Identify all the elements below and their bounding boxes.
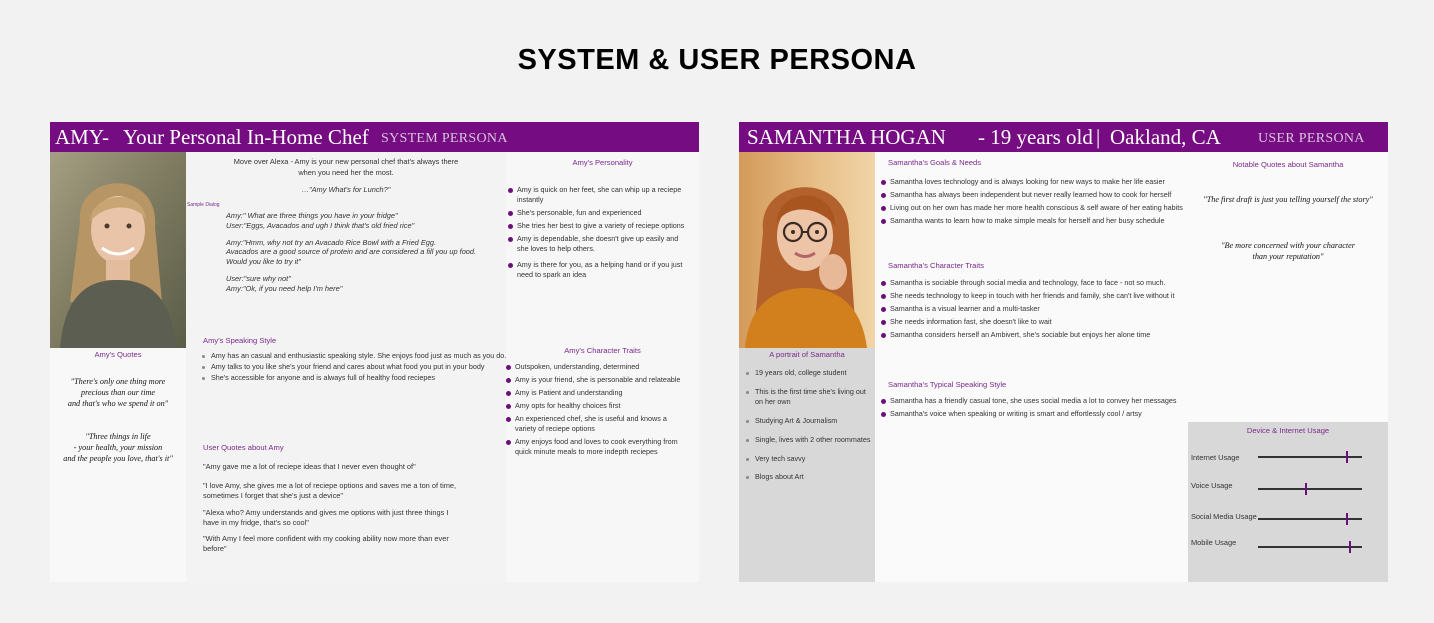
usage-meters bbox=[1188, 422, 1388, 582]
list-item: Amy has an casual and enthusiastic speaking style. She enjoys food just as much as you do. bbox=[202, 351, 512, 361]
samantha-banner-age: - 19 years old bbox=[978, 125, 1093, 149]
usage-label: Social Media Usage bbox=[1191, 512, 1257, 521]
usage-level-marker bbox=[1349, 541, 1351, 553]
amy-quote-2-line: "Three things in life bbox=[85, 432, 151, 441]
samantha-speaking-heading: Samantha's Typical Speaking Style bbox=[888, 380, 1007, 389]
list-item: Samantha is a visual learner and a multi-tasker bbox=[881, 304, 1191, 314]
dialog-line: Amy:"Hmm, why not try an Avacado Rice Bowl with a Fried Egg. bbox=[226, 237, 437, 247]
user-quote: "I love Amy, she gives me a lot of reciepe options and saves me a ton of time, sometimes I forget that she's just a device" bbox=[203, 480, 457, 500]
dialog-line: Avacados are a good source of protein and are considered a fill you up food. bbox=[226, 247, 477, 257]
samantha-facts-list bbox=[746, 368, 872, 485]
amy-quote-2-line: - your health, your mission bbox=[73, 443, 163, 452]
samantha-goals-heading: Samantha's Goals & Needs bbox=[888, 158, 982, 167]
amy-traits-heading: Amy's Character Traits bbox=[564, 346, 641, 355]
user-quotes-heading: User Quotes about Amy bbox=[203, 443, 284, 452]
list-item: She needs information fast, she doesn't like to wait bbox=[881, 317, 1191, 327]
list-item: Living out on her own has made her more health conscious & self aware of her eating habits bbox=[881, 203, 1191, 213]
list-item: Amy is there for you, as a helping hand or if you just need to spark an idea bbox=[508, 260, 688, 280]
amy-speaking-list bbox=[202, 351, 512, 386]
samantha-quote-2-line: than your reputation" bbox=[1252, 252, 1324, 261]
samantha-quote-2 bbox=[1188, 240, 1388, 262]
notable-quotes-heading: Notable Quotes about Samantha bbox=[1232, 160, 1344, 169]
amy-quote-1 bbox=[50, 376, 186, 409]
list-item: Samantha has always been independent but never really learned how to cook for herself bbox=[881, 190, 1191, 200]
samantha-traits-list bbox=[881, 278, 1191, 343]
amy-personality-list bbox=[508, 185, 688, 283]
amy-photo bbox=[50, 152, 186, 348]
list-item: Amy is quick on her feet, she can whip up a reciepe instantly bbox=[508, 185, 688, 205]
amy-banner-title: Your Personal In-Home Chef bbox=[123, 125, 369, 149]
portrait-caption: A portrait of Samantha bbox=[769, 350, 845, 359]
amy-banner bbox=[50, 122, 699, 152]
amy-quotes-heading: Amy's Quotes bbox=[94, 350, 142, 359]
amy-quote-2 bbox=[50, 431, 186, 464]
amy-speaking-heading: Amy's Speaking Style bbox=[203, 336, 277, 345]
user-quote: "With Amy I feel more confident with my cooking ability now more than ever before" bbox=[203, 533, 449, 553]
list-item: She needs technology to keep in touch with her friends and family, she can't live without it bbox=[881, 291, 1191, 301]
samantha-banner-sep: | bbox=[1096, 125, 1101, 149]
page-title: SYSTEM & USER PERSONA bbox=[517, 44, 917, 76]
list-item: Amy is your friend, she is personable and relateable bbox=[506, 375, 686, 385]
usage-level-marker bbox=[1346, 513, 1348, 525]
amy-quote-1-line: and that's who we spend it on" bbox=[67, 399, 169, 408]
list-item: An experienced chef, she is useful and knows a variety of reciepe options bbox=[506, 414, 686, 434]
list-item: She's personable, fun and experienced bbox=[508, 208, 688, 218]
usage-level-marker bbox=[1305, 483, 1307, 495]
list-item: Samantha wants to learn how to make simple meals for herself and her busy schedule bbox=[881, 216, 1191, 226]
list-item: Amy opts for healthy choices first bbox=[506, 401, 686, 411]
dialog-line: Amy:" What are three things you have in your fridge" bbox=[226, 211, 398, 220]
samantha-banner-location: Oakland, CA bbox=[1110, 125, 1221, 149]
dialog-line: User:"Eggs, Avacados and ugh I think that's old fried rice" bbox=[226, 220, 415, 230]
list-item: Samantha's voice when speaking or writing is smart and effortlessly cool / artsy bbox=[881, 409, 1191, 419]
user-quote: "Amy gave me a lot of reciepe ideas that I never even thought of" bbox=[203, 462, 416, 471]
amy-quote-2-line: and the people you love, that's it" bbox=[63, 454, 173, 463]
amy-intro bbox=[186, 157, 506, 178]
samantha-photo bbox=[739, 152, 875, 348]
list-item: 19 years old, college student bbox=[746, 368, 872, 378]
samantha-speaking-list bbox=[881, 396, 1191, 422]
list-item: She's accessible for anyone and is always full of healthy food reciepes bbox=[202, 373, 512, 383]
dialog-line: Amy:"Ok, if you need help I'm here" bbox=[226, 283, 343, 293]
list-item: Amy talks to you like she's your friend and cares about what food you put in your body bbox=[202, 362, 512, 372]
amy-intro-line: when you need her the most. bbox=[298, 167, 394, 177]
usage-level-marker bbox=[1346, 451, 1348, 463]
list-item: Amy is dependable, she doesn't give up easily and she loves to help others. bbox=[508, 234, 688, 254]
samantha-banner-name: SAMANTHA HOGAN bbox=[747, 125, 946, 149]
dialog-line: User:"sure why not" bbox=[226, 273, 291, 283]
usage-label: Internet Usage bbox=[1191, 453, 1240, 462]
usage-track bbox=[1258, 546, 1362, 548]
list-item: Blogs about Art bbox=[746, 472, 872, 482]
amy-sample-dialog bbox=[226, 211, 496, 294]
user-quotes-list bbox=[203, 462, 463, 555]
samantha-banner-tag: USER PERSONA bbox=[1258, 131, 1365, 146]
amy-banner-sep: - bbox=[102, 125, 109, 149]
list-item: Amy enjoys food and loves to cook everything from quick minute meals to more indepth reciepes bbox=[506, 437, 686, 457]
device-usage-heading: Device & Internet Usage bbox=[1246, 426, 1330, 435]
amy-intro-line: Move over Alexa - Amy is your new personal chef that's always there bbox=[233, 157, 459, 166]
dialog-line: Would you like to try it" bbox=[226, 257, 301, 267]
list-item: She tries her best to give a variety of reciepe options bbox=[508, 221, 688, 231]
list-item: Samantha loves technology and is always looking for new ways to make her life easier bbox=[881, 177, 1191, 187]
amy-traits-list bbox=[506, 362, 686, 460]
user-persona-card bbox=[739, 122, 1388, 582]
list-item: Studying Art & Journalism bbox=[746, 416, 872, 426]
list-item: Amy is Patient and understanding bbox=[506, 388, 686, 398]
list-item: Samantha considers herself an Ambivert, she's sociable but enjoys her alone time bbox=[881, 330, 1191, 340]
list-item: Samantha has a friendly casual tone, she uses social media a lot to convey her messages bbox=[881, 396, 1191, 406]
usage-track bbox=[1258, 488, 1362, 490]
usage-label: Mobile Usage bbox=[1191, 538, 1237, 547]
samantha-quote-1: "The first draft is just you telling yourself the story" bbox=[1203, 195, 1373, 204]
amy-banner-tag: SYSTEM PERSONA bbox=[381, 131, 508, 146]
list-item: This is the first time she's living out on her own bbox=[746, 387, 872, 407]
samantha-banner bbox=[739, 122, 1388, 152]
samantha-goals-list bbox=[881, 177, 1191, 229]
samantha-traits-heading: Samantha's Character Traits bbox=[888, 261, 984, 270]
list-item: Very tech savvy bbox=[746, 454, 872, 464]
amy-personality-heading: Amy's Personality bbox=[572, 158, 633, 167]
list-item: Samantha is sociable through social media and technology, face to face - not so much. bbox=[881, 278, 1191, 288]
sample-dialog-label: Sample Dialog bbox=[187, 202, 220, 208]
amy-quote-1-line: precious than our time bbox=[80, 388, 156, 397]
samantha-quote-2-line: "Be more concerned with your character bbox=[1221, 241, 1355, 250]
amy-banner-name: AMY bbox=[55, 125, 105, 149]
usage-label: Voice Usage bbox=[1191, 481, 1233, 490]
list-item: Single, lives with 2 other roommates bbox=[746, 435, 872, 445]
amy-quote-1-line: "There's only one thing more bbox=[70, 377, 166, 386]
list-item: Outspoken, understanding, determined bbox=[506, 362, 686, 372]
amy-intro-question: …"Amy What's for Lunch?" bbox=[301, 185, 391, 194]
user-quote: "Alexa who? Amy understands and gives me options with just three things I have in my fridge, that's so cool" bbox=[203, 507, 449, 527]
system-persona-card bbox=[50, 122, 699, 582]
